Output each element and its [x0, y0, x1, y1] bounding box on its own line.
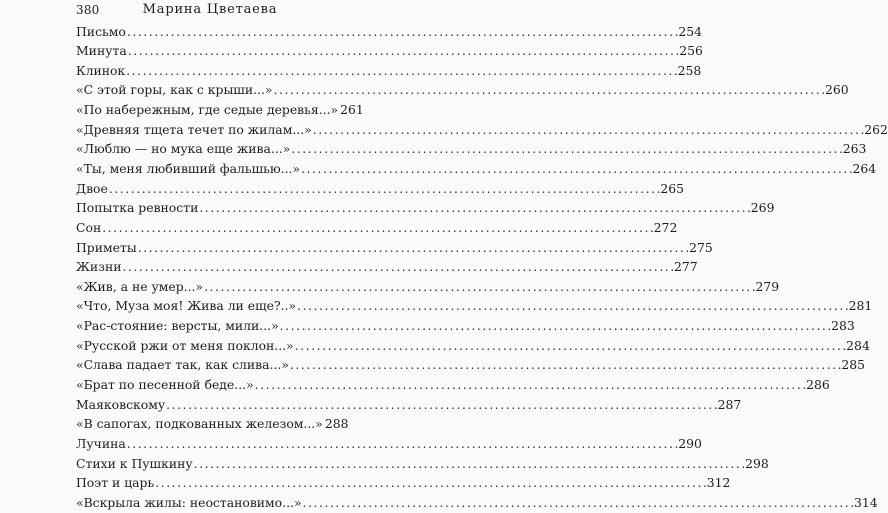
dot-leader	[155, 473, 705, 493]
toc-entry	[76, 316, 855, 336]
dot-leader	[291, 139, 841, 159]
toc-entry-title: «Вскрыла жилы: неостановимо...»	[76, 494, 302, 510]
dot-leader	[301, 159, 851, 179]
toc-entry-title: Попытка ревности	[76, 200, 199, 216]
toc-entry-page: 260	[824, 82, 849, 98]
toc-entry-title: Жизни	[76, 259, 122, 275]
toc-entry	[76, 120, 888, 140]
dot-leader	[194, 454, 744, 474]
dot-leader	[313, 120, 863, 140]
toc-entry-title: Поэт и царь	[76, 475, 155, 491]
toc-entry-page: 258	[677, 62, 702, 78]
toc-entry	[76, 41, 703, 61]
dot-leader	[297, 296, 847, 316]
toc-entry	[76, 277, 780, 297]
page-header	[0, 0, 420, 24]
toc-entry-title: «Жив, а не умер...»	[76, 278, 204, 294]
toc-entry	[76, 218, 678, 238]
toc-entry-title: Стихи к Пушкину	[76, 455, 193, 471]
dot-leader	[295, 336, 845, 356]
toc-entry	[76, 375, 830, 395]
toc-entry-page: 265	[660, 180, 684, 196]
dot-leader	[290, 355, 840, 375]
toc-entry	[76, 80, 849, 100]
toc-entry	[76, 355, 866, 375]
dot-leader	[199, 198, 749, 218]
dot-leader	[255, 375, 805, 395]
page-number: 380	[76, 3, 100, 17]
toc-entry-title: «В сапогах, подкованных железом...»	[76, 416, 323, 432]
toc-entry	[76, 198, 775, 218]
toc-entry-title: «Рас-стояние: версты, мили...»	[76, 318, 279, 334]
toc-entry	[76, 336, 870, 356]
toc-entry-page: 298	[745, 455, 769, 471]
toc-entry	[76, 22, 702, 42]
toc-entry-page: 269	[750, 200, 775, 216]
running-head: Марина Цветаева	[142, 2, 278, 17]
toc-entry-page: 279	[755, 278, 780, 294]
toc-entry-page: 254	[678, 23, 702, 39]
toc-entry-page: 275	[689, 239, 713, 255]
toc-entry-title: «Русской ржи от меня поклон...»	[76, 337, 294, 353]
dot-leader	[166, 395, 716, 415]
toc-entry	[76, 296, 873, 316]
dot-leader	[280, 316, 830, 336]
toc-entry-title: «По набережным, где седые деревья...»	[76, 102, 339, 118]
toc-entry-page: 277	[673, 259, 698, 275]
toc-entry-page: 285	[841, 357, 866, 373]
dot-leader	[109, 179, 659, 199]
toc-entry	[76, 61, 702, 81]
toc-entry-title: Лучина	[76, 435, 126, 451]
toc-entry-title: Письмо	[76, 23, 126, 39]
toc-entry	[76, 139, 867, 159]
toc-entry-page: 284	[846, 337, 870, 353]
table-of-contents	[76, 22, 888, 513]
dot-leader	[127, 434, 677, 454]
toc-entry-title: Маяковскому	[76, 396, 166, 412]
toc-entry-title: «С этой горы, как с крыши...»	[76, 82, 273, 98]
toc-entry-page: 290	[678, 435, 702, 451]
toc-entry-title: «Древняя тщета течет по жилам...»	[76, 121, 312, 137]
toc-entry	[76, 159, 877, 179]
dot-leader	[303, 493, 853, 513]
dot-leader	[273, 80, 823, 100]
toc-entry-page: 281	[848, 298, 873, 314]
toc-entry-title: «Ты, меня любивший фальшью...»	[76, 160, 301, 176]
dot-leader	[122, 257, 672, 277]
dot-leader	[128, 41, 678, 61]
dot-leader	[127, 22, 677, 42]
toc-entry-page: 261	[340, 102, 364, 118]
toc-entry	[76, 454, 769, 474]
dot-leader	[102, 218, 652, 238]
toc-entry-title: Клинок	[76, 62, 126, 78]
toc-entry	[76, 395, 742, 415]
toc-entry-page: 286	[806, 377, 830, 393]
toc-entry-title: «Брат по песенной беде...»	[76, 377, 254, 393]
toc-entry	[76, 179, 684, 199]
toc-entry	[76, 473, 731, 493]
dot-leader	[126, 61, 676, 81]
toc-entry-page: 283	[831, 318, 855, 334]
toc-entry-page: 256	[679, 43, 703, 59]
toc-entry-title: «Люблю — но мука еще жива...»	[76, 141, 291, 157]
toc-entry-title: «Слава падает так, как слива...»	[76, 357, 289, 373]
toc-entry-page: 272	[653, 219, 678, 235]
toc-entry	[76, 100, 364, 120]
toc-entry-title: «Что, Муза моя! Жива ли еще?..»	[76, 298, 297, 314]
toc-entry-page: 312	[706, 475, 731, 491]
dot-leader	[204, 277, 754, 297]
toc-entry-page: 262	[864, 121, 888, 137]
toc-entry-title: Сон	[76, 219, 102, 235]
toc-entry-page: 288	[324, 416, 349, 432]
toc-entry-page: 287	[717, 396, 742, 412]
toc-entry	[76, 493, 878, 513]
toc-entry-title: Двое	[76, 180, 108, 196]
toc-entry	[76, 414, 349, 434]
toc-entry	[76, 434, 702, 454]
toc-entry	[76, 257, 698, 277]
toc-entry-page: 263	[842, 141, 867, 157]
toc-entry-page: 264	[852, 160, 877, 176]
toc-entry-title: Минута	[76, 43, 127, 59]
toc-entry-page: 314	[854, 494, 878, 510]
toc-entry	[76, 238, 713, 258]
toc-entry-title: Приметы	[76, 239, 137, 255]
dot-leader	[138, 238, 688, 258]
